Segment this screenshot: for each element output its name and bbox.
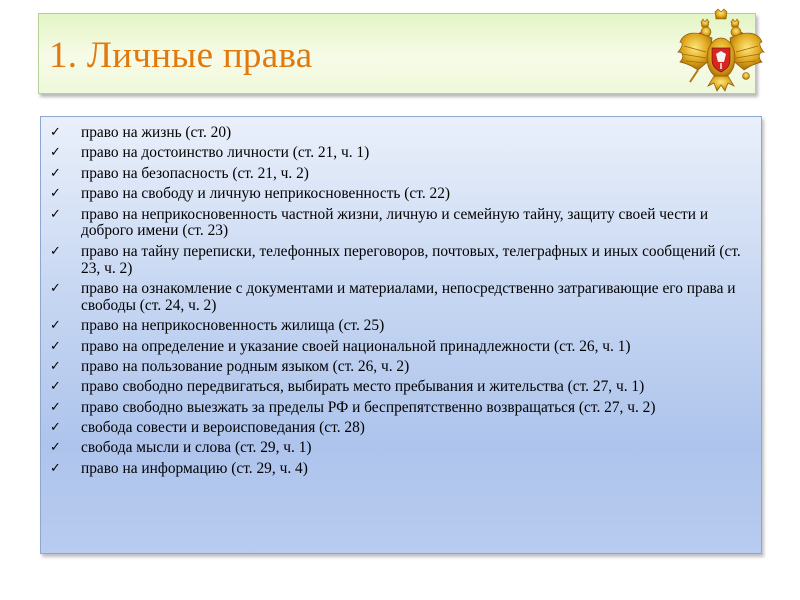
list-item xyxy=(41,281,751,315)
list-item-text: свобода мысли и слова (ст. 29, ч. 1) xyxy=(81,439,312,457)
checkmark-icon: ✓ xyxy=(50,460,61,476)
list-item-text: право свободно выезжать за пределы РФ и беспрепятственно возвращаться (ст. 27, ч. 2) xyxy=(81,398,656,416)
checkmark-icon: ✓ xyxy=(50,243,61,259)
rights-panel xyxy=(40,116,762,554)
list-item xyxy=(41,339,751,356)
checkmark-icon: ✓ xyxy=(50,379,61,395)
checkmark-icon: ✓ xyxy=(50,145,61,161)
list-item xyxy=(41,461,751,478)
list-item xyxy=(41,379,751,396)
list-item-text: право на неприкосновенность жилища (ст. 25) xyxy=(81,317,385,335)
checkmark-icon: ✓ xyxy=(50,420,61,436)
list-item-text: право на безопасность (ст. 21, ч. 2) xyxy=(81,164,309,182)
checkmark-icon: ✓ xyxy=(50,338,61,354)
list-item xyxy=(41,420,751,437)
list-item-text: право на определение и указание своей национальной принадлежности (ст. 26, ч. 1) xyxy=(81,337,631,355)
list-item xyxy=(41,186,751,203)
list-item xyxy=(41,440,751,457)
checkmark-icon: ✓ xyxy=(50,318,61,334)
list-item-text: право на информацию (ст. 29, ч. 4) xyxy=(81,459,308,477)
title-bar xyxy=(38,13,756,94)
checkmark-icon: ✓ xyxy=(50,440,61,456)
checkmark-icon: ✓ xyxy=(50,186,61,202)
slide-title: 1. Личные права xyxy=(49,35,313,76)
list-item-text: право на свободу и личную неприкосновенность (ст. 22) xyxy=(81,185,451,203)
list-item-text: право на неприкосновенность частной жизни, личную и семейную тайну, защиту своей чести и доброго имени (ст. 23) xyxy=(81,205,709,240)
list-item xyxy=(41,145,751,162)
list-item xyxy=(41,244,751,278)
list-item-text: право на ознакомление с документами и материалами, непосредственно затрагивающие его права и свободы (ст. 24, ч. 2) xyxy=(81,279,736,314)
checkmark-icon: ✓ xyxy=(50,206,61,222)
checkmark-icon: ✓ xyxy=(50,280,61,296)
list-item xyxy=(41,166,751,183)
checkmark-icon: ✓ xyxy=(50,399,61,415)
list-item-text: право на тайну переписки, телефонных переговоров, почтовых, телеграфных и иных сообщений (ст. 23, ч. 2) xyxy=(81,242,741,277)
list-item xyxy=(41,207,751,241)
list-item xyxy=(41,400,751,417)
list-item-text: право свободно передвигаться, выбирать место пребывания и жительства (ст. 27, ч. 1) xyxy=(81,378,645,396)
list-item-text: право на достоинство личности (ст. 21, ч. 1) xyxy=(81,144,370,162)
list-item-text: право на пользование родным языком (ст. 26, ч. 2) xyxy=(81,357,410,375)
checkmark-icon: ✓ xyxy=(50,165,61,181)
list-item xyxy=(41,359,751,376)
checkmark-icon: ✓ xyxy=(50,125,61,140)
list-item xyxy=(41,125,751,142)
list-item-text: свобода совести и вероисповедания (ст. 28) xyxy=(81,419,365,437)
rights-list xyxy=(41,117,761,478)
list-item xyxy=(41,318,751,335)
checkmark-icon: ✓ xyxy=(50,358,61,374)
coat-of-arms-icon xyxy=(676,8,766,100)
list-item-text: право на жизнь (ст. 20) xyxy=(81,124,232,141)
